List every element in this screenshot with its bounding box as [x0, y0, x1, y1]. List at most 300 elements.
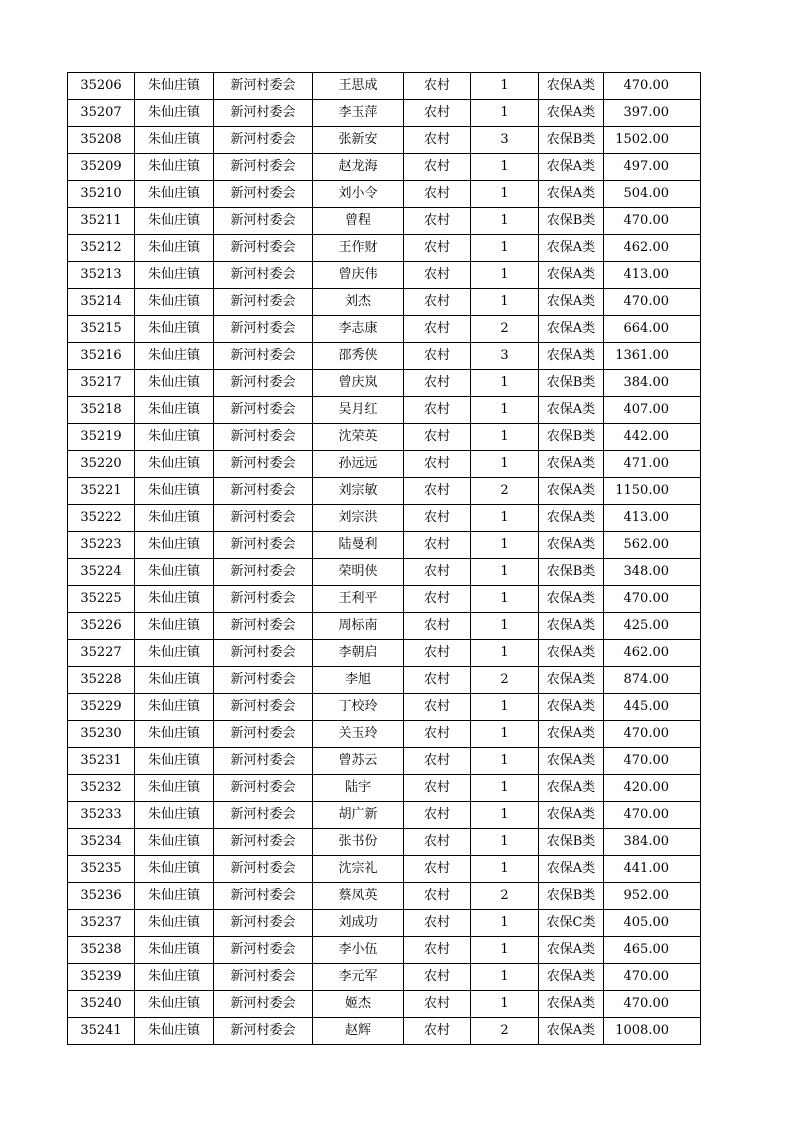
- table-row: [68, 694, 701, 721]
- amount-cell: 413.00: [604, 262, 701, 289]
- household-count-cell: 1: [471, 910, 539, 937]
- household-count-cell: 1: [471, 613, 539, 640]
- household-count-cell: 2: [471, 883, 539, 910]
- table-body: [68, 73, 701, 1045]
- town-cell: 朱仙庄镇: [135, 991, 214, 1018]
- record-id-cell: 35225: [68, 586, 135, 613]
- area-type-cell: 农村: [404, 937, 471, 964]
- person-name-cell: 孙远远: [313, 451, 404, 478]
- category-cell: 农保B类: [539, 424, 604, 451]
- town-cell: 朱仙庄镇: [135, 883, 214, 910]
- amount-cell: 470.00: [604, 586, 701, 613]
- amount-cell: 1361.00: [604, 343, 701, 370]
- area-type-cell: 农村: [404, 397, 471, 424]
- town-cell: 朱仙庄镇: [135, 343, 214, 370]
- household-count-cell: 1: [471, 991, 539, 1018]
- amount-cell: 470.00: [604, 721, 701, 748]
- amount-cell: 407.00: [604, 397, 701, 424]
- area-type-cell: 农村: [404, 640, 471, 667]
- village-committee-cell: 新河村委会: [214, 289, 313, 316]
- village-committee-cell: 新河村委会: [214, 181, 313, 208]
- amount-cell: 462.00: [604, 640, 701, 667]
- record-id-cell: 35213: [68, 262, 135, 289]
- category-cell: 农保A类: [539, 451, 604, 478]
- area-type-cell: 农村: [404, 235, 471, 262]
- village-committee-cell: 新河村委会: [214, 937, 313, 964]
- town-cell: 朱仙庄镇: [135, 532, 214, 559]
- category-cell: 农保A类: [539, 343, 604, 370]
- area-type-cell: 农村: [404, 289, 471, 316]
- table-row: [68, 910, 701, 937]
- village-committee-cell: 新河村委会: [214, 829, 313, 856]
- table-row: [68, 235, 701, 262]
- household-count-cell: 1: [471, 721, 539, 748]
- area-type-cell: 农村: [404, 964, 471, 991]
- village-committee-cell: 新河村委会: [214, 235, 313, 262]
- area-type-cell: 农村: [404, 208, 471, 235]
- category-cell: 农保A类: [539, 964, 604, 991]
- town-cell: 朱仙庄镇: [135, 208, 214, 235]
- village-committee-cell: 新河村委会: [214, 694, 313, 721]
- table-row: [68, 100, 701, 127]
- town-cell: 朱仙庄镇: [135, 775, 214, 802]
- table-row: [68, 478, 701, 505]
- household-count-cell: 1: [471, 208, 539, 235]
- person-name-cell: 关玉玲: [313, 721, 404, 748]
- area-type-cell: 农村: [404, 127, 471, 154]
- area-type-cell: 农村: [404, 316, 471, 343]
- table-row: [68, 1018, 701, 1045]
- person-name-cell: 曾苏云: [313, 748, 404, 775]
- household-count-cell: 1: [471, 154, 539, 181]
- table-row: [68, 721, 701, 748]
- record-id-cell: 35211: [68, 208, 135, 235]
- amount-cell: 470.00: [604, 802, 701, 829]
- category-cell: 农保A类: [539, 532, 604, 559]
- amount-cell: 405.00: [604, 910, 701, 937]
- category-cell: 农保A类: [539, 235, 604, 262]
- household-count-cell: 1: [471, 451, 539, 478]
- person-name-cell: 王利平: [313, 586, 404, 613]
- category-cell: 农保A类: [539, 937, 604, 964]
- village-committee-cell: 新河村委会: [214, 505, 313, 532]
- amount-cell: 445.00: [604, 694, 701, 721]
- town-cell: 朱仙庄镇: [135, 397, 214, 424]
- household-count-cell: 1: [471, 235, 539, 262]
- person-name-cell: 吴月红: [313, 397, 404, 424]
- record-id-cell: 35212: [68, 235, 135, 262]
- area-type-cell: 农村: [404, 721, 471, 748]
- amount-cell: 397.00: [604, 100, 701, 127]
- town-cell: 朱仙庄镇: [135, 910, 214, 937]
- record-id-cell: 35240: [68, 991, 135, 1018]
- record-id-cell: 35207: [68, 100, 135, 127]
- category-cell: 农保B类: [539, 208, 604, 235]
- table-row: [68, 370, 701, 397]
- area-type-cell: 农村: [404, 856, 471, 883]
- table-row: [68, 397, 701, 424]
- area-type-cell: 农村: [404, 262, 471, 289]
- category-cell: 农保A类: [539, 775, 604, 802]
- category-cell: 农保A类: [539, 181, 604, 208]
- area-type-cell: 农村: [404, 883, 471, 910]
- person-name-cell: 李朝启: [313, 640, 404, 667]
- table-row: [68, 451, 701, 478]
- category-cell: 农保A类: [539, 289, 604, 316]
- area-type-cell: 农村: [404, 748, 471, 775]
- table-row: [68, 424, 701, 451]
- category-cell: 农保A类: [539, 316, 604, 343]
- household-count-cell: 1: [471, 694, 539, 721]
- household-count-cell: 1: [471, 937, 539, 964]
- amount-cell: 1150.00: [604, 478, 701, 505]
- person-name-cell: 陆宇: [313, 775, 404, 802]
- town-cell: 朱仙庄镇: [135, 262, 214, 289]
- category-cell: 农保A类: [539, 586, 604, 613]
- person-name-cell: 胡广新: [313, 802, 404, 829]
- category-cell: 农保A类: [539, 613, 604, 640]
- person-name-cell: 刘小令: [313, 181, 404, 208]
- table-row: [68, 937, 701, 964]
- table-row: [68, 775, 701, 802]
- amount-cell: 470.00: [604, 73, 701, 100]
- village-committee-cell: 新河村委会: [214, 721, 313, 748]
- village-committee-cell: 新河村委会: [214, 613, 313, 640]
- area-type-cell: 农村: [404, 991, 471, 1018]
- table-row: [68, 748, 701, 775]
- village-committee-cell: 新河村委会: [214, 316, 313, 343]
- area-type-cell: 农村: [404, 613, 471, 640]
- table-row: [68, 559, 701, 586]
- household-count-cell: 1: [471, 559, 539, 586]
- town-cell: 朱仙庄镇: [135, 721, 214, 748]
- category-cell: 农保A类: [539, 991, 604, 1018]
- village-committee-cell: 新河村委会: [214, 532, 313, 559]
- person-name-cell: 沈荣英: [313, 424, 404, 451]
- table-row: [68, 262, 701, 289]
- town-cell: 朱仙庄镇: [135, 1018, 214, 1045]
- record-id-cell: 35237: [68, 910, 135, 937]
- village-committee-cell: 新河村委会: [214, 451, 313, 478]
- village-committee-cell: 新河村委会: [214, 991, 313, 1018]
- person-name-cell: 李玉萍: [313, 100, 404, 127]
- person-name-cell: 荣明侠: [313, 559, 404, 586]
- town-cell: 朱仙庄镇: [135, 586, 214, 613]
- amount-cell: 420.00: [604, 775, 701, 802]
- table-row: [68, 208, 701, 235]
- area-type-cell: 农村: [404, 667, 471, 694]
- area-type-cell: 农村: [404, 1018, 471, 1045]
- village-committee-cell: 新河村委会: [214, 964, 313, 991]
- amount-cell: 413.00: [604, 505, 701, 532]
- area-type-cell: 农村: [404, 559, 471, 586]
- table-row: [68, 802, 701, 829]
- category-cell: 农保B类: [539, 127, 604, 154]
- town-cell: 朱仙庄镇: [135, 289, 214, 316]
- table-row: [68, 883, 701, 910]
- record-id-cell: 35230: [68, 721, 135, 748]
- area-type-cell: 农村: [404, 829, 471, 856]
- table-row: [68, 856, 701, 883]
- town-cell: 朱仙庄镇: [135, 154, 214, 181]
- town-cell: 朱仙庄镇: [135, 451, 214, 478]
- category-cell: 农保B类: [539, 883, 604, 910]
- category-cell: 农保A类: [539, 154, 604, 181]
- category-cell: 农保A类: [539, 100, 604, 127]
- area-type-cell: 农村: [404, 424, 471, 451]
- category-cell: 农保A类: [539, 802, 604, 829]
- town-cell: 朱仙庄镇: [135, 235, 214, 262]
- table-row: [68, 289, 701, 316]
- town-cell: 朱仙庄镇: [135, 667, 214, 694]
- category-cell: 农保C类: [539, 910, 604, 937]
- amount-cell: 470.00: [604, 991, 701, 1018]
- town-cell: 朱仙庄镇: [135, 640, 214, 667]
- household-count-cell: 1: [471, 397, 539, 424]
- amount-cell: 1008.00: [604, 1018, 701, 1045]
- household-count-cell: 2: [471, 478, 539, 505]
- person-name-cell: 陆曼利: [313, 532, 404, 559]
- amount-cell: 1502.00: [604, 127, 701, 154]
- person-name-cell: 刘杰: [313, 289, 404, 316]
- category-cell: 农保A类: [539, 262, 604, 289]
- person-name-cell: 邵秀侠: [313, 343, 404, 370]
- household-count-cell: 2: [471, 667, 539, 694]
- town-cell: 朱仙庄镇: [135, 73, 214, 100]
- table-row: [68, 181, 701, 208]
- household-count-cell: 1: [471, 424, 539, 451]
- table-row: [68, 127, 701, 154]
- record-id-cell: 35235: [68, 856, 135, 883]
- table-row: [68, 73, 701, 100]
- amount-cell: 952.00: [604, 883, 701, 910]
- village-committee-cell: 新河村委会: [214, 208, 313, 235]
- town-cell: 朱仙庄镇: [135, 748, 214, 775]
- village-committee-cell: 新河村委会: [214, 343, 313, 370]
- record-id-cell: 35229: [68, 694, 135, 721]
- village-committee-cell: 新河村委会: [214, 127, 313, 154]
- record-id-cell: 35231: [68, 748, 135, 775]
- town-cell: 朱仙庄镇: [135, 100, 214, 127]
- village-committee-cell: 新河村委会: [214, 154, 313, 181]
- household-count-cell: 1: [471, 100, 539, 127]
- amount-cell: 874.00: [604, 667, 701, 694]
- category-cell: 农保B类: [539, 370, 604, 397]
- record-id-cell: 35219: [68, 424, 135, 451]
- record-id-cell: 35209: [68, 154, 135, 181]
- household-count-cell: 1: [471, 505, 539, 532]
- benefit-table: [67, 72, 701, 1045]
- record-id-cell: 35228: [68, 667, 135, 694]
- record-id-cell: 35233: [68, 802, 135, 829]
- record-id-cell: 35234: [68, 829, 135, 856]
- person-name-cell: 曾庆伟: [313, 262, 404, 289]
- record-id-cell: 35208: [68, 127, 135, 154]
- record-id-cell: 35232: [68, 775, 135, 802]
- household-count-cell: 1: [471, 262, 539, 289]
- person-name-cell: 刘宗敏: [313, 478, 404, 505]
- category-cell: 农保A类: [539, 397, 604, 424]
- town-cell: 朱仙庄镇: [135, 613, 214, 640]
- area-type-cell: 农村: [404, 343, 471, 370]
- town-cell: 朱仙庄镇: [135, 829, 214, 856]
- record-id-cell: 35241: [68, 1018, 135, 1045]
- amount-cell: 441.00: [604, 856, 701, 883]
- record-id-cell: 35210: [68, 181, 135, 208]
- category-cell: 农保A类: [539, 748, 604, 775]
- area-type-cell: 农村: [404, 505, 471, 532]
- town-cell: 朱仙庄镇: [135, 127, 214, 154]
- amount-cell: 348.00: [604, 559, 701, 586]
- household-count-cell: 3: [471, 343, 539, 370]
- category-cell: 农保B类: [539, 829, 604, 856]
- area-type-cell: 农村: [404, 910, 471, 937]
- village-committee-cell: 新河村委会: [214, 775, 313, 802]
- area-type-cell: 农村: [404, 478, 471, 505]
- village-committee-cell: 新河村委会: [214, 856, 313, 883]
- village-committee-cell: 新河村委会: [214, 73, 313, 100]
- amount-cell: 497.00: [604, 154, 701, 181]
- table-row: [68, 586, 701, 613]
- household-count-cell: 1: [471, 370, 539, 397]
- town-cell: 朱仙庄镇: [135, 856, 214, 883]
- household-count-cell: 1: [471, 640, 539, 667]
- record-id-cell: 35239: [68, 964, 135, 991]
- category-cell: 农保B类: [539, 559, 604, 586]
- person-name-cell: 沈宗礼: [313, 856, 404, 883]
- village-committee-cell: 新河村委会: [214, 667, 313, 694]
- category-cell: 农保A类: [539, 721, 604, 748]
- category-cell: 农保A类: [539, 1018, 604, 1045]
- amount-cell: 465.00: [604, 937, 701, 964]
- category-cell: 农保A类: [539, 73, 604, 100]
- town-cell: 朱仙庄镇: [135, 424, 214, 451]
- record-id-cell: 35223: [68, 532, 135, 559]
- table-row: [68, 829, 701, 856]
- area-type-cell: 农村: [404, 802, 471, 829]
- town-cell: 朱仙庄镇: [135, 181, 214, 208]
- amount-cell: 470.00: [604, 748, 701, 775]
- amount-cell: 384.00: [604, 829, 701, 856]
- village-committee-cell: 新河村委会: [214, 640, 313, 667]
- household-count-cell: 1: [471, 964, 539, 991]
- amount-cell: 471.00: [604, 451, 701, 478]
- household-count-cell: 2: [471, 316, 539, 343]
- person-name-cell: 蔡凤英: [313, 883, 404, 910]
- village-committee-cell: 新河村委会: [214, 262, 313, 289]
- household-count-cell: 1: [471, 532, 539, 559]
- table-row: [68, 964, 701, 991]
- area-type-cell: 农村: [404, 100, 471, 127]
- area-type-cell: 农村: [404, 181, 471, 208]
- amount-cell: 470.00: [604, 964, 701, 991]
- record-id-cell: 35218: [68, 397, 135, 424]
- table-row: [68, 991, 701, 1018]
- record-id-cell: 35216: [68, 343, 135, 370]
- record-id-cell: 35224: [68, 559, 135, 586]
- person-name-cell: 周标南: [313, 613, 404, 640]
- amount-cell: 664.00: [604, 316, 701, 343]
- area-type-cell: 农村: [404, 370, 471, 397]
- table-row: [68, 613, 701, 640]
- town-cell: 朱仙庄镇: [135, 370, 214, 397]
- table-row: [68, 505, 701, 532]
- village-committee-cell: 新河村委会: [214, 910, 313, 937]
- area-type-cell: 农村: [404, 694, 471, 721]
- person-name-cell: 李志康: [313, 316, 404, 343]
- record-id-cell: 35222: [68, 505, 135, 532]
- amount-cell: 470.00: [604, 208, 701, 235]
- person-name-cell: 曾庆岚: [313, 370, 404, 397]
- table-row: [68, 640, 701, 667]
- village-committee-cell: 新河村委会: [214, 748, 313, 775]
- village-committee-cell: 新河村委会: [214, 559, 313, 586]
- record-id-cell: 35206: [68, 73, 135, 100]
- record-id-cell: 35227: [68, 640, 135, 667]
- record-id-cell: 35215: [68, 316, 135, 343]
- amount-cell: 442.00: [604, 424, 701, 451]
- person-name-cell: 丁校玲: [313, 694, 404, 721]
- amount-cell: 425.00: [604, 613, 701, 640]
- household-count-cell: 1: [471, 289, 539, 316]
- area-type-cell: 农村: [404, 586, 471, 613]
- village-committee-cell: 新河村委会: [214, 802, 313, 829]
- person-name-cell: 张书份: [313, 829, 404, 856]
- town-cell: 朱仙庄镇: [135, 802, 214, 829]
- town-cell: 朱仙庄镇: [135, 505, 214, 532]
- record-id-cell: 35236: [68, 883, 135, 910]
- category-cell: 农保A类: [539, 694, 604, 721]
- category-cell: 农保A类: [539, 505, 604, 532]
- person-name-cell: 刘成功: [313, 910, 404, 937]
- household-count-cell: 1: [471, 829, 539, 856]
- village-committee-cell: 新河村委会: [214, 1018, 313, 1045]
- category-cell: 农保A类: [539, 478, 604, 505]
- person-name-cell: 王作财: [313, 235, 404, 262]
- category-cell: 农保A类: [539, 640, 604, 667]
- town-cell: 朱仙庄镇: [135, 694, 214, 721]
- category-cell: 农保A类: [539, 856, 604, 883]
- record-id-cell: 35217: [68, 370, 135, 397]
- person-name-cell: 赵辉: [313, 1018, 404, 1045]
- table-row: [68, 316, 701, 343]
- record-id-cell: 35226: [68, 613, 135, 640]
- person-name-cell: 李元军: [313, 964, 404, 991]
- table-row: [68, 667, 701, 694]
- record-id-cell: 35238: [68, 937, 135, 964]
- person-name-cell: 李旭: [313, 667, 404, 694]
- category-cell: 农保A类: [539, 667, 604, 694]
- household-count-cell: 1: [471, 748, 539, 775]
- area-type-cell: 农村: [404, 775, 471, 802]
- household-count-cell: 1: [471, 856, 539, 883]
- table-row: [68, 343, 701, 370]
- amount-cell: 504.00: [604, 181, 701, 208]
- area-type-cell: 农村: [404, 154, 471, 181]
- village-committee-cell: 新河村委会: [214, 883, 313, 910]
- village-committee-cell: 新河村委会: [214, 424, 313, 451]
- household-count-cell: 1: [471, 181, 539, 208]
- village-committee-cell: 新河村委会: [214, 397, 313, 424]
- person-name-cell: 曾程: [313, 208, 404, 235]
- amount-cell: 462.00: [604, 235, 701, 262]
- household-count-cell: 1: [471, 73, 539, 100]
- area-type-cell: 农村: [404, 451, 471, 478]
- area-type-cell: 农村: [404, 73, 471, 100]
- village-committee-cell: 新河村委会: [214, 370, 313, 397]
- village-committee-cell: 新河村委会: [214, 478, 313, 505]
- household-count-cell: 1: [471, 586, 539, 613]
